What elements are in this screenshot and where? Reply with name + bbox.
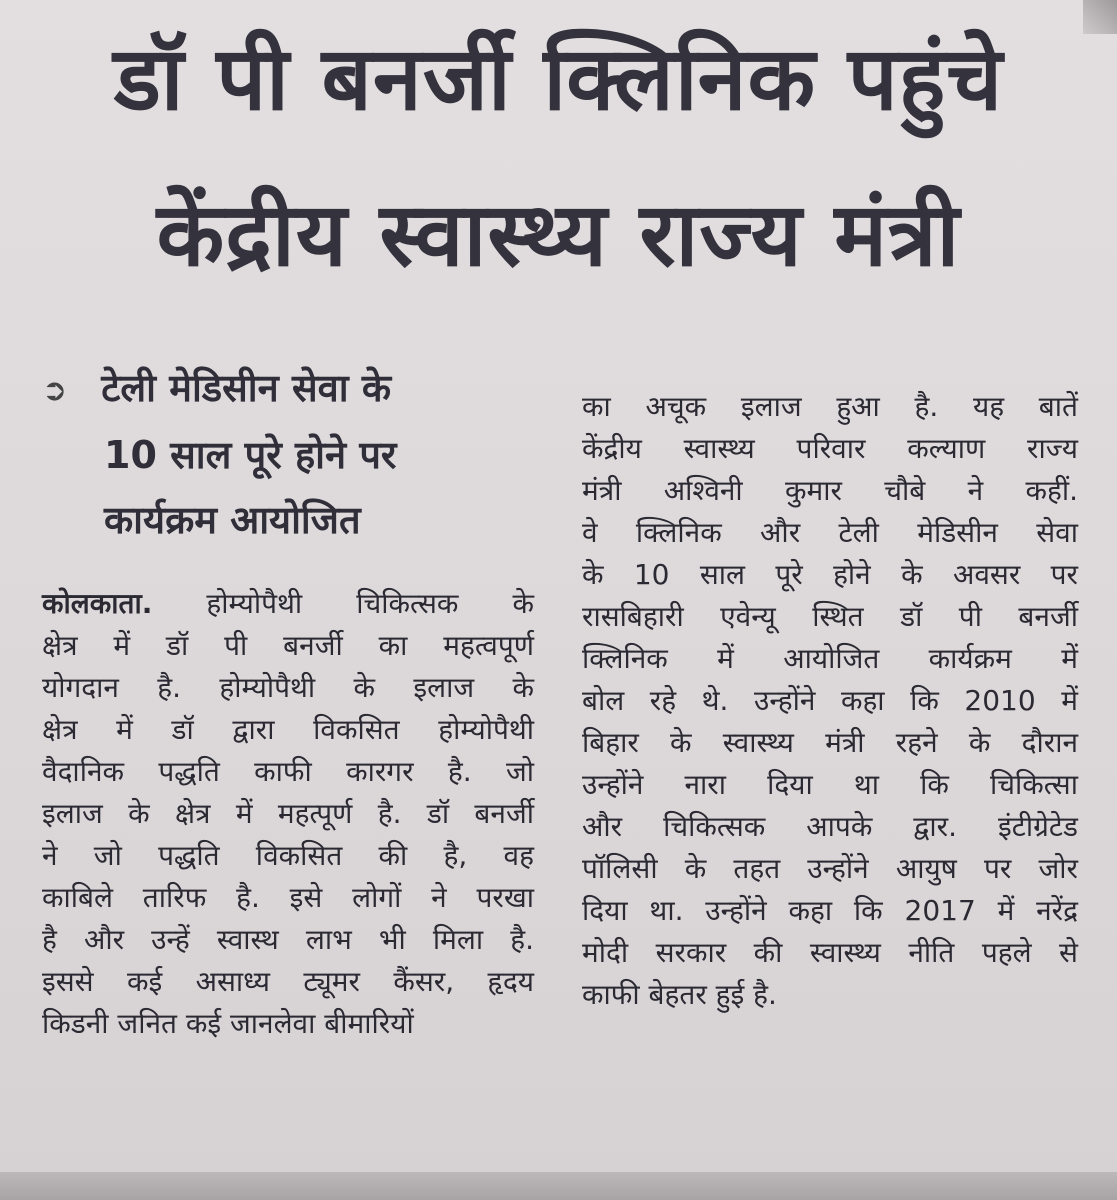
dateline: कोलकाता. [42,587,153,620]
column-line: मंत्री अश्विनी कुमार चौबे ने कहीं. [582,474,1078,507]
column-line: क्षेत्र में डॉ पी बनर्जी का महत्वपूर्ण [42,629,534,662]
subheadline-line-1 [42,356,522,423]
arrow-bullet-icon: ➲ [42,373,68,408]
column-line: मोदी सरकार की स्वास्थ्य नीति पहले से [582,936,1078,969]
subheadline-line-3: कार्यक्रम आयोजित [104,498,361,542]
column-line: दिया था. उन्होंने कहा कि 2017 में नरेंद्र [582,894,1078,927]
column-line: के 10 साल पूरे होने के अवसर पर [582,558,1078,591]
headline-line-1: डॉ पी बनर्जी क्लिनिक पहुंचे [113,27,1004,130]
column-line: है और उन्हें स्वास्थ लाभ भी मिला है. [42,923,534,956]
column-line: बोल रहे थे. उन्होंने कहा कि 2010 में [582,684,1078,717]
column-line: पॉलिसी के तहत उन्होंने आयुष पर जोर [582,852,1078,885]
headline-line-2: केंद्रीय स्वास्थ्य राज्य मंत्री [156,183,961,286]
article-column-left [42,583,534,1045]
column-line: क्लिनिक में आयोजित कार्यक्रम में [582,642,1078,675]
column-line: रासबिहारी एवेन्यू स्थित डॉ पी बनर्जी [582,600,1078,633]
subheadline-text: टेली मेडिसीन सेवा के [101,366,392,410]
column-line: कोलकाता. होम्योपैथी चिकित्सक के [42,587,534,620]
article-column-right [582,386,1078,1016]
subheadline-line-2: 10 साल पूरे होने पर [104,433,397,477]
column-line: योगदान है. होम्योपैथी के इलाज के [42,671,534,704]
column-line: वे क्लिनिक और टेली मेडिसीन सेवा [582,516,1078,549]
column-line: काफी बेहतर हुई है. [582,978,777,1011]
column-line: ने जो पद्धति विकसित की है, वह [42,839,534,872]
column-line: वैदानिक पद्धति काफी कारगर है. जो [42,755,534,788]
column-line: बिहार के स्वास्थ्य मंत्री रहने के दौरान [582,726,1078,759]
column-line: किडनी जनित कई जानलेवा बीमारियों [42,1007,414,1040]
column-line: और चिकित्सक आपके द्वार. इंटीग्रेटेड [582,810,1078,843]
column-line: काबिले तारिफ है. इसे लोगों ने परखा [42,881,534,914]
column-line: केंद्रीय स्वास्थ्य परिवार कल्याण राज्य [582,432,1078,465]
column-line: का अचूक इलाज हुआ है. यह बातें [582,390,1078,423]
column-line: इससे कई असाध्य ट्यूमर कैंसर, हृदय [42,965,534,998]
subheadline [42,356,522,553]
column-line: इलाज के क्षेत्र में महत्पूर्ण है. डॉ बनर्जी [42,797,534,830]
page-fold-edge [0,1172,1117,1200]
column-line: उन्होंने नारा दिया था कि चिकित्सा [582,768,1078,801]
column-line: क्षेत्र में डॉ द्वारा विकसित होम्योपैथी [42,713,534,746]
